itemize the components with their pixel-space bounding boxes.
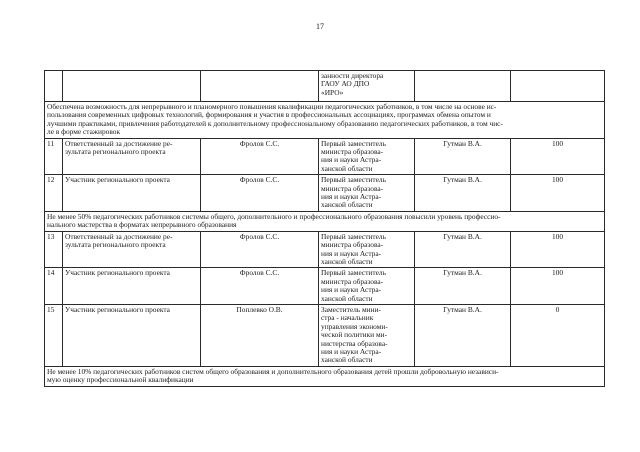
table-row xyxy=(45,231,605,268)
position-cell: Заместитель мини- стра - начальник управления экономи- ческой политики ми- нистерства образова- ния и науки Астра- ханской области xyxy=(319,304,415,366)
section-heading: Не менее 50% педагогических работников системы общего, дополнительного и профессионального образования повысили уровень профессио- нального мастерства в форматах непрерывного образования xyxy=(45,211,605,231)
row-number: 13 xyxy=(45,231,63,268)
person-name: Фролов С.С. xyxy=(201,175,319,212)
percent-value: 100 xyxy=(511,138,605,175)
project-participants-table xyxy=(44,70,605,387)
percent-cell xyxy=(511,71,605,102)
table-row xyxy=(45,138,605,175)
row-number: 15 xyxy=(45,304,63,366)
person-name: Фролов С.С. xyxy=(201,268,319,305)
role-cell: Участник регионального проекта xyxy=(63,268,201,305)
section-row xyxy=(45,211,605,231)
position-text: занности директора ГАОУ АО ДПО «ИРО» xyxy=(321,71,384,97)
row-number: 12 xyxy=(45,175,63,212)
supervisor-cell xyxy=(415,71,511,102)
position-cell: Первый заместитель министра образова- ния и науки Астра- ханской области xyxy=(319,231,415,268)
table-row xyxy=(45,175,605,212)
supervisor-name: Гутман В.А. xyxy=(415,304,511,366)
supervisor-name: Гутман В.А. xyxy=(415,138,511,175)
person-name: Фролов С.С. xyxy=(201,138,319,175)
table-row-continuation xyxy=(45,71,605,102)
role-cell xyxy=(63,71,201,102)
supervisor-name: Гутман В.А. xyxy=(415,231,511,268)
role-cell: Участник регионального проекта xyxy=(63,304,201,366)
position-cell: Первый заместитель министра образова- ния и науки Астра- ханской области xyxy=(319,268,415,305)
section-row xyxy=(45,366,605,386)
section-row xyxy=(45,102,605,139)
supervisor-name: Гутман В.А. xyxy=(415,268,511,305)
percent-value: 0 xyxy=(511,304,605,366)
role-cell: Ответственный за достижение ре- зультата регионального проекта xyxy=(63,138,201,175)
role-cell: Ответственный за достижение ре- зультата регионального проекта xyxy=(63,231,201,268)
section-heading: Не менее 10% педагогических работников систем общего образования и дополнительного образования детей прошли добровольную независи- мую оценку профессиональной квалификации xyxy=(45,366,605,386)
role-cell: Участник регионального проекта xyxy=(63,175,201,212)
supervisor-name: Гутман В.А. xyxy=(415,175,511,212)
num-cell xyxy=(45,71,63,102)
percent-value: 100 xyxy=(511,231,605,268)
position-cell xyxy=(319,71,415,102)
person-name: Фролов С.С. xyxy=(201,231,319,268)
page-number: 17 xyxy=(316,22,324,31)
person-name: Поплевко О.В. xyxy=(201,304,319,366)
position-cell: Первый заместитель министра образова- ния и науки Астра- ханской области xyxy=(319,175,415,212)
percent-value: 100 xyxy=(511,268,605,305)
percent-value: 100 xyxy=(511,175,605,212)
row-number: 11 xyxy=(45,138,63,175)
table-row xyxy=(45,304,605,366)
person-cell xyxy=(201,71,319,102)
section-heading: Обеспечена возможность для непрерывного и планомерного повышения квалификации педагогических работников, в том числе на основе ис- пользования современных цифровых технологий, формирования и участия в профессиональных ассоциациях, программах обмена опытом и лучшими практиками, привлечения работодателей к дополнительному профессиональному образованию педагогических работников, в том чис- ле в форме стажировок xyxy=(45,102,605,139)
row-number: 14 xyxy=(45,268,63,305)
position-cell: Первый заместитель министра образова- ния и науки Астра- ханской области xyxy=(319,138,415,175)
table-row xyxy=(45,268,605,305)
